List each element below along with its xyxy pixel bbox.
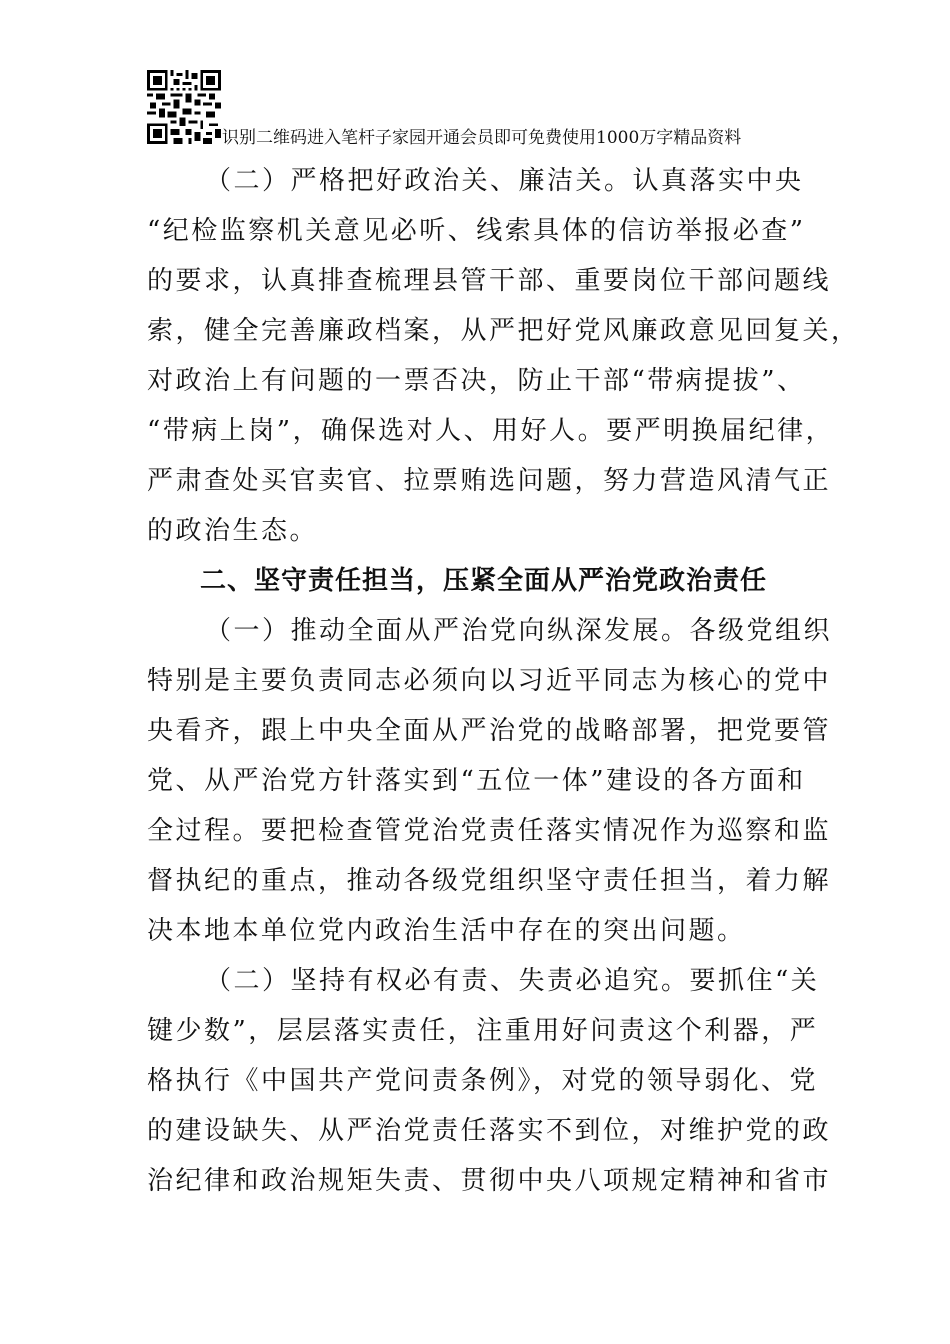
section-heading: 二、坚守责任担当，压紧全面从严治党政治责任: [200, 566, 768, 596]
paragraph-line: （二）严格把好政治关、廉洁关。认真落实中央: [205, 166, 804, 196]
paragraph-line: 对政治上有问题的一票否决，防止干部“带病提拔”、: [147, 366, 806, 396]
paragraph-line: 督执纪的重点，推动各级党组织坚守责任担当，着力解: [147, 866, 832, 896]
promo-banner-text: 识别二维码进入笔杆子家园开通会员即可免费使用1000万字精品资料: [222, 128, 742, 148]
paragraph-line: 特别是主要负责同志必须向以习近平同志为核心的党中: [147, 666, 832, 696]
paragraph-line: 全过程。要把检查管党治党责任落实情况作为巡察和监: [147, 816, 832, 846]
paragraph-line: 的政治生态。: [147, 516, 319, 546]
paragraph-line: 格执行《中国共产党问责条例》，对党的领导弱化、党: [147, 1066, 819, 1096]
paragraph-line: 索，健全完善廉政档案，从严把好党风廉政意见回复关，: [147, 316, 860, 346]
paragraph-line: 严肃查处买官卖官、拉票贿选问题，努力营造风清气正: [147, 466, 832, 496]
paragraph-line: 的建设缺失、从严治党责任落实不到位，对维护党的政: [147, 1116, 832, 1146]
paragraph-line: （一）推动全面从严治党向纵深发展。各级党组织: [205, 616, 833, 646]
qr-code-icon: [147, 70, 221, 144]
paragraph-line: 央看齐，跟上中央全面从严治党的战略部署，把党要管: [147, 716, 832, 746]
paragraph-line: （二）坚持有权必有责、失责必追究。要抓住“关: [205, 966, 820, 996]
paragraph-line: 党、从严治党方针落实到“五位一体”建设的各方面和: [147, 766, 806, 796]
paragraph-line: 的要求，认真排查梳理县管干部、重要岗位干部问题线: [147, 266, 832, 296]
paragraph-line: 键少数”，层层落实责任，注重用好问责这个利器，严: [147, 1016, 819, 1046]
paragraph-line: “带病上岗”，确保选对人、用好人。要严明换届纪律，: [147, 416, 835, 446]
paragraph-line: 决本地本单位党内政治生活中存在的突出问题。: [147, 916, 746, 946]
paragraph-line: 治纪律和政治规矩失责、贯彻中央八项规定精神和省市: [147, 1166, 832, 1196]
paragraph-line: “纪检监察机关意见必听、线索具体的信访举报必查”: [147, 216, 806, 246]
